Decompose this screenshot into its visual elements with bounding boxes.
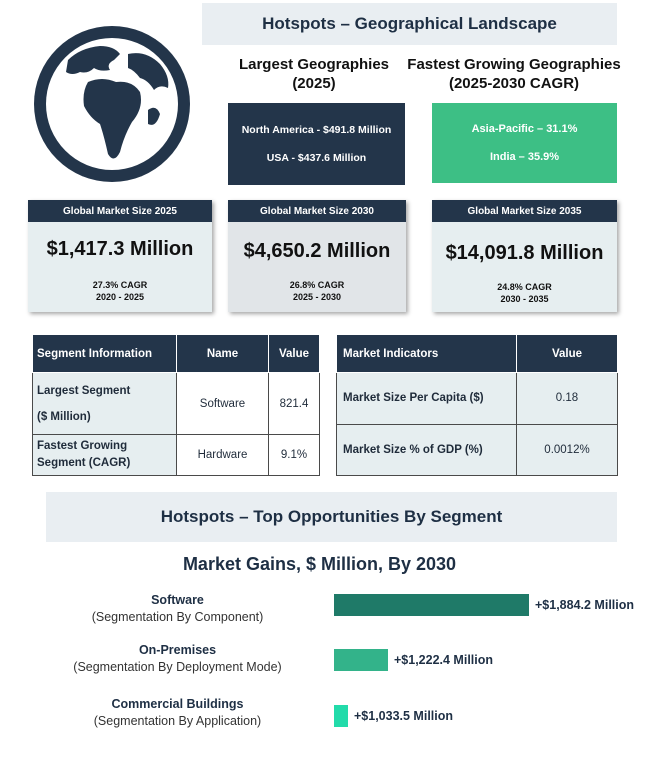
fastest-geographies-heading: Fastest Growing Geographies (2025-2030 CAGR) — [407, 56, 621, 92]
largest-geographies-box — [228, 103, 405, 185]
segment-name: Hardware — [177, 435, 269, 476]
table-row — [33, 435, 320, 476]
globe-icon — [28, 20, 196, 188]
indicator-label: Market Size Per Capita ($) — [337, 373, 517, 425]
kpi-card-2035 — [432, 200, 617, 312]
opportunities-subtitle: Market Gains, $ Million, By 2030 — [182, 554, 457, 574]
segment-label: Fastest Growing Segment (CAGR) — [33, 435, 177, 476]
column-header: Segment Information — [33, 335, 177, 373]
kpi-cagr: 26.8% CAGR 2025 - 2030 — [289, 280, 345, 302]
fastest-geographies-box — [432, 103, 617, 183]
segment-value: 9.1% — [269, 435, 320, 476]
indicator-label: Market Size % of GDP (%) — [337, 424, 517, 476]
kpi-value: $14,091.8 Million — [445, 242, 604, 264]
fastest-geo-item: Asia-Pacific – 31.1% — [471, 123, 578, 135]
segment-name: Software — [177, 373, 269, 435]
largest-geographies-heading: Largest Geographies (2025) — [238, 56, 390, 92]
kpi-value: $1,417.3 Million — [46, 238, 194, 260]
geo-section-title: Hotspots – Geographical Landscape — [202, 3, 617, 45]
indicator-value: 0.0012% — [517, 424, 618, 476]
bar-value-label: +$1,222.4 Million — [394, 653, 494, 667]
bar-value-label: +$1,033.5 Million — [354, 709, 454, 723]
kpi-cagr: 24.8% CAGR 2030 - 2035 — [497, 282, 552, 304]
column-header: Name — [177, 335, 269, 373]
segment-value: 821.4 — [269, 373, 320, 435]
table-row — [337, 424, 618, 476]
bar-commercial-buildings — [334, 705, 348, 727]
largest-geo-item: North America - $491.8 Million — [241, 124, 392, 136]
bar-value-label: +$1,884.2 Million — [535, 598, 635, 612]
kpi-label: Global Market Size 2030 — [228, 200, 406, 222]
kpi-card-2025 — [28, 200, 212, 312]
table-row — [337, 373, 618, 425]
bar-label: Commercial Buildings (Segmentation By Application) — [93, 697, 262, 728]
indicator-value: 0.18 — [517, 373, 618, 425]
bar-software — [334, 594, 529, 616]
segment-label: Largest Segment ($ Million) — [33, 373, 177, 435]
bar-label: On-Premises (Segmentation By Deployment Mode) — [73, 643, 282, 674]
segment-table — [32, 334, 320, 476]
kpi-cagr: 27.3% CAGR 2020 - 2025 — [92, 280, 148, 302]
largest-geo-item: USA - $437.6 Million — [266, 152, 367, 164]
kpi-label: Global Market Size 2035 — [432, 200, 617, 222]
bar-label: Software (Segmentation By Component) — [91, 593, 264, 624]
kpi-label: Global Market Size 2025 — [28, 200, 212, 222]
table-row — [33, 373, 320, 435]
column-header: Market Indicators — [337, 335, 517, 373]
column-header: Value — [269, 335, 320, 373]
opportunities-section-title: Hotspots – Top Opportunities By Segment — [46, 492, 617, 542]
kpi-card-2030 — [228, 200, 406, 312]
bar-on-premises — [334, 649, 388, 671]
fastest-geo-item: India – 35.9% — [489, 151, 560, 163]
column-header: Value — [517, 335, 618, 373]
kpi-value: $4,650.2 Million — [243, 240, 391, 262]
indicator-table — [336, 334, 618, 476]
